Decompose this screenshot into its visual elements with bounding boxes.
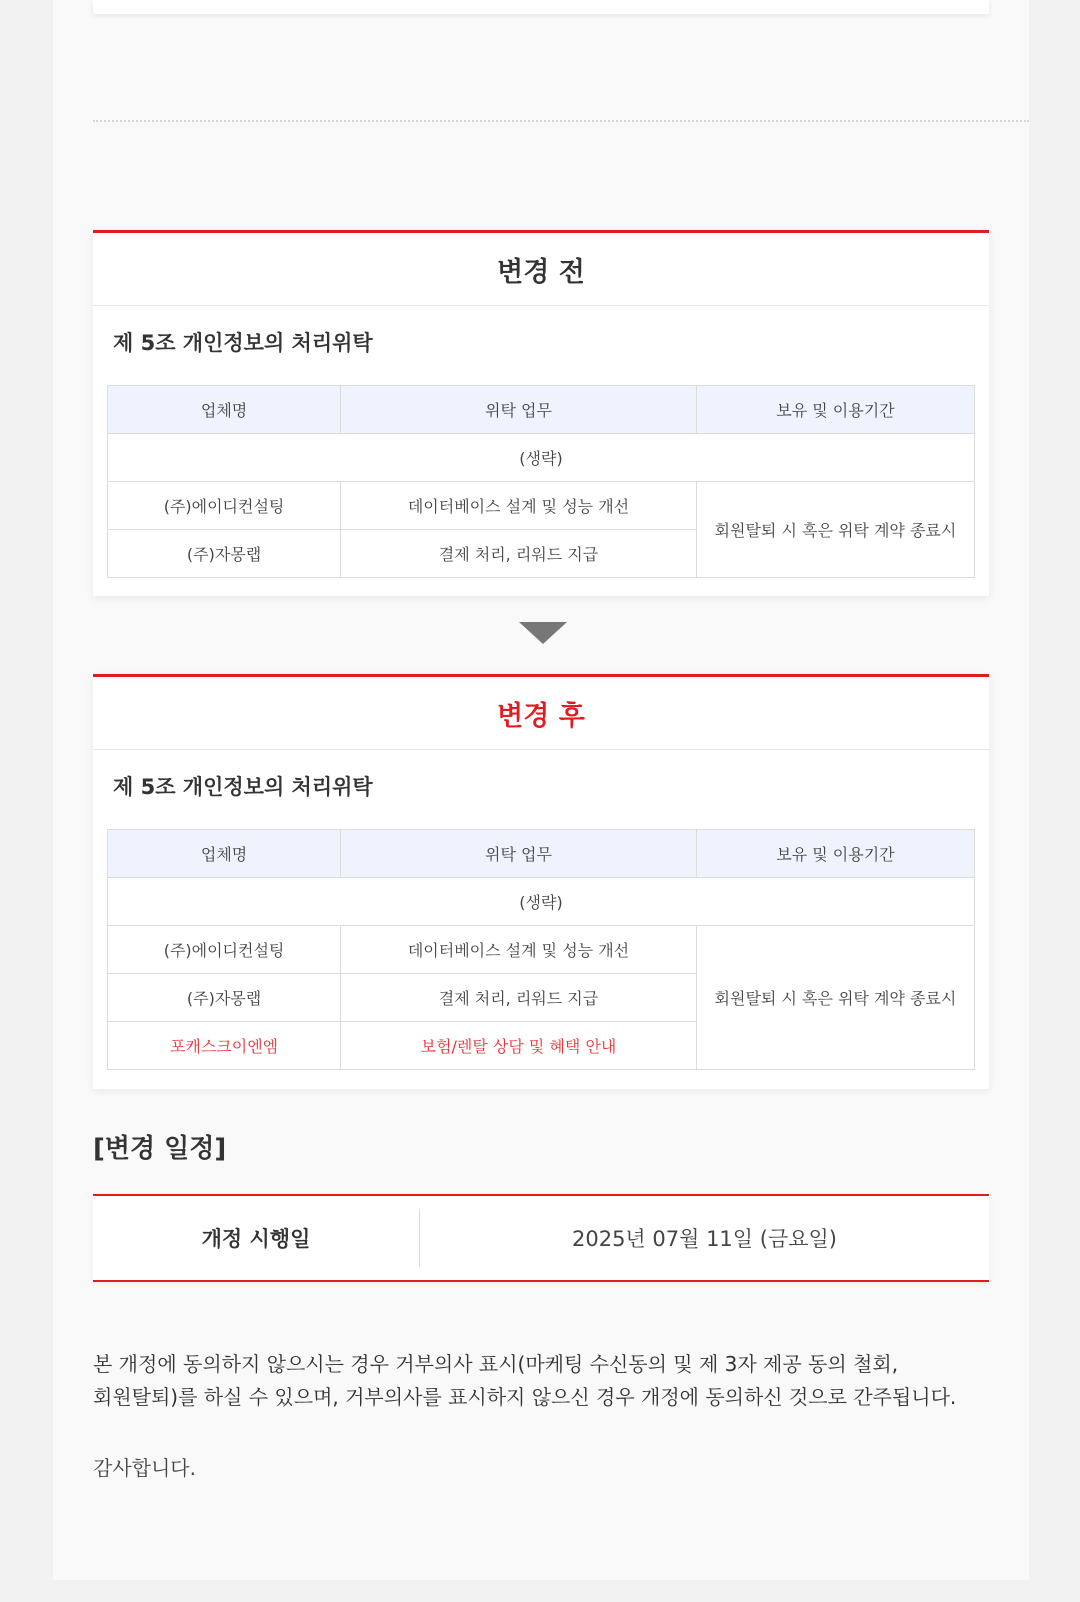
effective-date-value: 2025년 07월 11일 (금요일)	[571, 1227, 837, 1251]
after-section-title: 제 5조 개인정보의 처리위탁	[113, 775, 373, 799]
column-header-task: 위탁 업무	[341, 386, 697, 434]
schedule-box	[93, 1194, 989, 1282]
column-header-task: 위탁 업무	[341, 830, 697, 878]
before-trust-table	[107, 385, 975, 578]
schedule-title: [변경 일정]	[93, 1134, 227, 1164]
before-card	[93, 230, 989, 596]
task-cell: 데이터베이스 설계 및 성능 개선	[341, 482, 697, 530]
company-cell: (주)에이디컨설팅	[108, 482, 341, 530]
before-heading: 변경 전	[93, 233, 989, 306]
thanks-text: 감사합니다.	[93, 1456, 196, 1480]
table-row	[108, 482, 975, 530]
column-header-period: 보유 및 이용기간	[696, 830, 974, 878]
new-company-cell: 포캐스크이엔엠	[108, 1022, 341, 1070]
column-header-company: 업체명	[108, 386, 341, 434]
table-row	[108, 878, 975, 926]
column-header-period: 보유 및 이용기간	[696, 386, 974, 434]
before-section-title: 제 5조 개인정보의 처리위탁	[113, 331, 373, 355]
table-header-row	[108, 386, 975, 434]
task-cell: 결제 처리, 리워드 지급	[341, 530, 697, 578]
previous-card	[93, 0, 989, 14]
notice-line: 본 개정에 동의하지 않으시는 경우 거부의사 표시(마케팅 수신동의 및 제 3자 제공 동의 철회,	[93, 1352, 899, 1376]
company-cell: (주)자몽랩	[108, 530, 341, 578]
section-divider	[93, 120, 1029, 122]
notice-text	[93, 1348, 1003, 1414]
after-heading: 변경 후	[93, 677, 989, 750]
omitted-cell: (생략)	[108, 434, 975, 482]
new-task-cell: 보험/렌탈 상담 및 혜택 안내	[341, 1022, 697, 1070]
period-cell: 회원탈퇴 시 혹은 위탁 계약 종료시	[696, 926, 974, 1070]
effective-date-label: 개정 시행일	[201, 1227, 311, 1251]
task-cell: 데이터베이스 설계 및 성능 개선	[341, 926, 697, 974]
column-header-company: 업체명	[108, 830, 341, 878]
table-row	[108, 926, 975, 974]
table-row	[108, 434, 975, 482]
after-trust-table	[107, 829, 975, 1070]
notice-line: 회원탈퇴)를 하실 수 있으며, 거부의사를 표시하지 않으신 경우 개정에 동의하신 것으로 간주됩니다.	[93, 1385, 957, 1409]
after-card	[93, 674, 989, 1089]
period-cell: 회원탈퇴 시 혹은 위탁 계약 종료시	[696, 482, 974, 578]
table-header-row	[108, 830, 975, 878]
company-cell: (주)자몽랩	[108, 974, 341, 1022]
company-cell: (주)에이디컨설팅	[108, 926, 341, 974]
task-cell: 결제 처리, 리워드 지급	[341, 974, 697, 1022]
omitted-cell: (생략)	[108, 878, 975, 926]
arrow-down-icon	[519, 622, 567, 644]
notice-page	[53, 0, 1029, 1580]
